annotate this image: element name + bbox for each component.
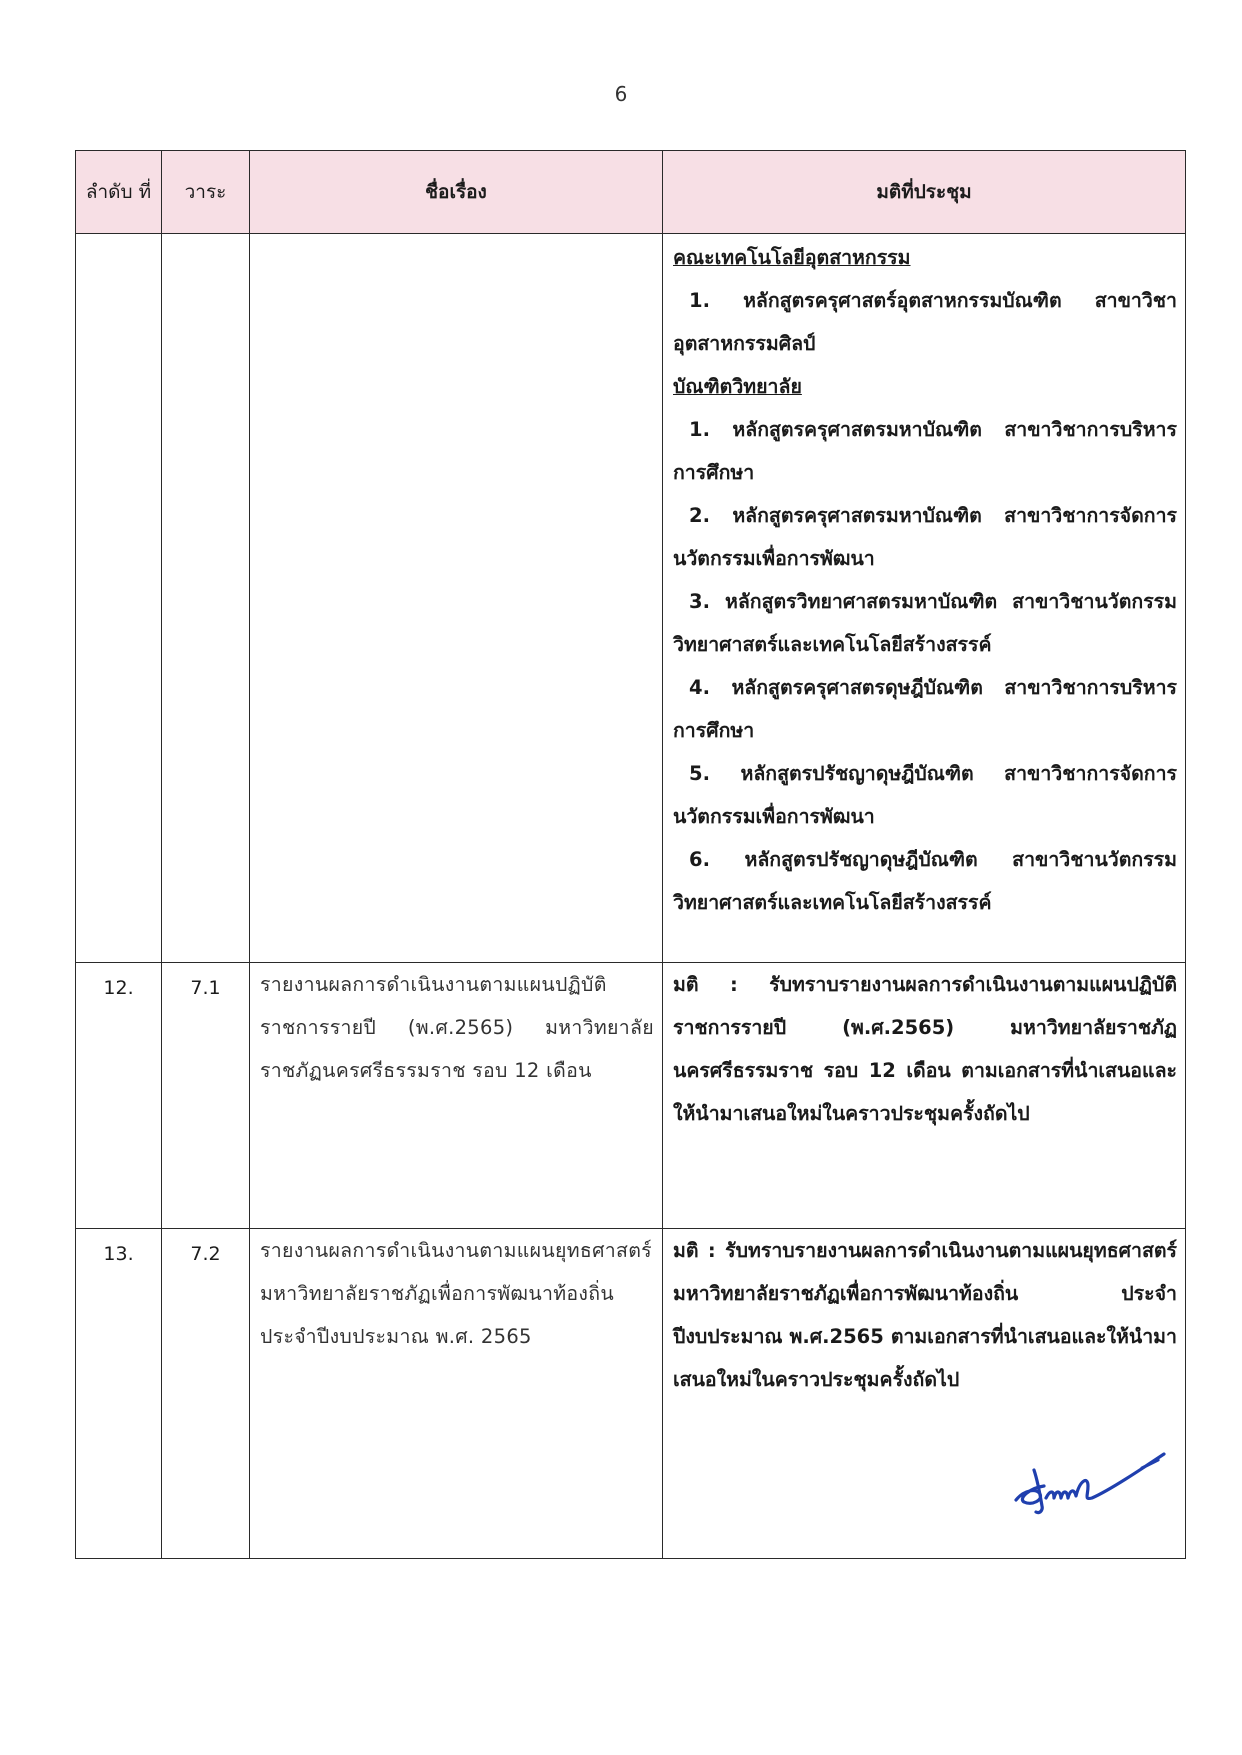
faculty-heading: คณะเทคโนโลยีอุตสาหกรรม <box>673 246 911 269</box>
graduate-school-heading: บัณฑิตวิทยาลัย <box>673 375 802 398</box>
curriculum-item: 4. หลักสูตรครุศาสตรดุษฎีบัณฑิต สาขาวิชาการบริหารการศึกษา <box>673 676 1177 742</box>
curriculum-item: 1. หลักสูตรครุศาสตรมหาบัณฑิต สาขาวิชาการบริหารการศึกษา <box>673 418 1177 484</box>
table-header-row <box>76 151 1186 234</box>
curriculum-item: 1. หลักสูตรครุศาสตร์อุตสาหกรรมบัณฑิต สาขาวิชาอุตสาหกรรมศิลป์ <box>673 289 1177 355</box>
agenda-title: รายงานผลการดำเนินงานตามแผนปฏิบัติราชการรายปี (พ.ศ.2565) มหาวิทยาลัยราชภัฏนครศรีธรรมราช รอบ 12 เดือน <box>250 963 663 1229</box>
cell-agenda-empty <box>162 234 250 963</box>
agenda-number: 7.2 <box>162 1229 250 1559</box>
table-row <box>76 963 1186 1229</box>
cell-resolution-continuation <box>663 234 1186 963</box>
resolution-table <box>75 150 1186 1559</box>
agenda-number: 7.1 <box>162 963 250 1229</box>
header-resolution: มติที่ประชุม <box>663 151 1186 234</box>
table-row-continuation <box>76 234 1186 963</box>
header-agenda: วาระ <box>162 151 250 234</box>
signature-icon <box>1010 1430 1170 1520</box>
row-number: 13. <box>76 1229 162 1559</box>
page-number: 6 <box>614 82 628 106</box>
agenda-title: รายงานผลการดำเนินงานตามแผนยุทธศาสตร์มหาวิทยาลัยราชภัฏเพื่อการพัฒนาท้องถิ่น ประจำปีงบประมาณ พ.ศ. 2565 <box>250 1229 663 1559</box>
cell-no-empty <box>76 234 162 963</box>
row-number: 12. <box>76 963 162 1229</box>
resolution-text: มติ : รับทราบรายงานผลการดำเนินงานตามแผนยุทธศาสตร์มหาวิทยาลัยราชภัฏเพื่อการพัฒนาท้องถิ่น ประจำปีงบประมาณ พ.ศ.2565 ตามเอกสารที่นำเสนอและให้นำมาเสนอใหม่ในคราวประชุมครั้งถัดไป <box>663 1229 1186 1559</box>
curriculum-item: 2. หลักสูตรครุศาสตรมหาบัณฑิต สาขาวิชาการจัดการนวัตกรรมเพื่อการพัฒนา <box>673 504 1177 570</box>
curriculum-item: 3. หลักสูตรวิทยาศาสตรมหาบัณฑิต สาขาวิชานวัตกรรมวิทยาศาสตร์และเทคโนโลยีสร้างสรรค์ <box>673 590 1177 656</box>
header-no: ลำดับ ที่ <box>76 151 162 234</box>
cell-title-empty <box>250 234 663 963</box>
curriculum-item: 6. หลักสูตรปรัชญาดุษฎีบัณฑิต สาขาวิชานวัตกรรมวิทยาศาสตร์และเทคโนโลยีสร้างสรรค์ <box>673 848 1177 914</box>
curriculum-item: 5. หลักสูตรปรัชญาดุษฎีบัณฑิต สาขาวิชาการจัดการนวัตกรรมเพื่อการพัฒนา <box>673 762 1177 828</box>
resolution-text: มติ : รับทราบรายงานผลการดำเนินงานตามแผนปฏิบัติราชการรายปี (พ.ศ.2565) มหาวิทยาลัยราชภัฏนครศรีธรรมราช รอบ 12 เดือน ตามเอกสารที่นำเสนอและให้นำมาเสนอใหม่ในคราวประชุมครั้งถัดไป <box>663 963 1186 1229</box>
header-title: ชื่อเรื่อง <box>250 151 663 234</box>
